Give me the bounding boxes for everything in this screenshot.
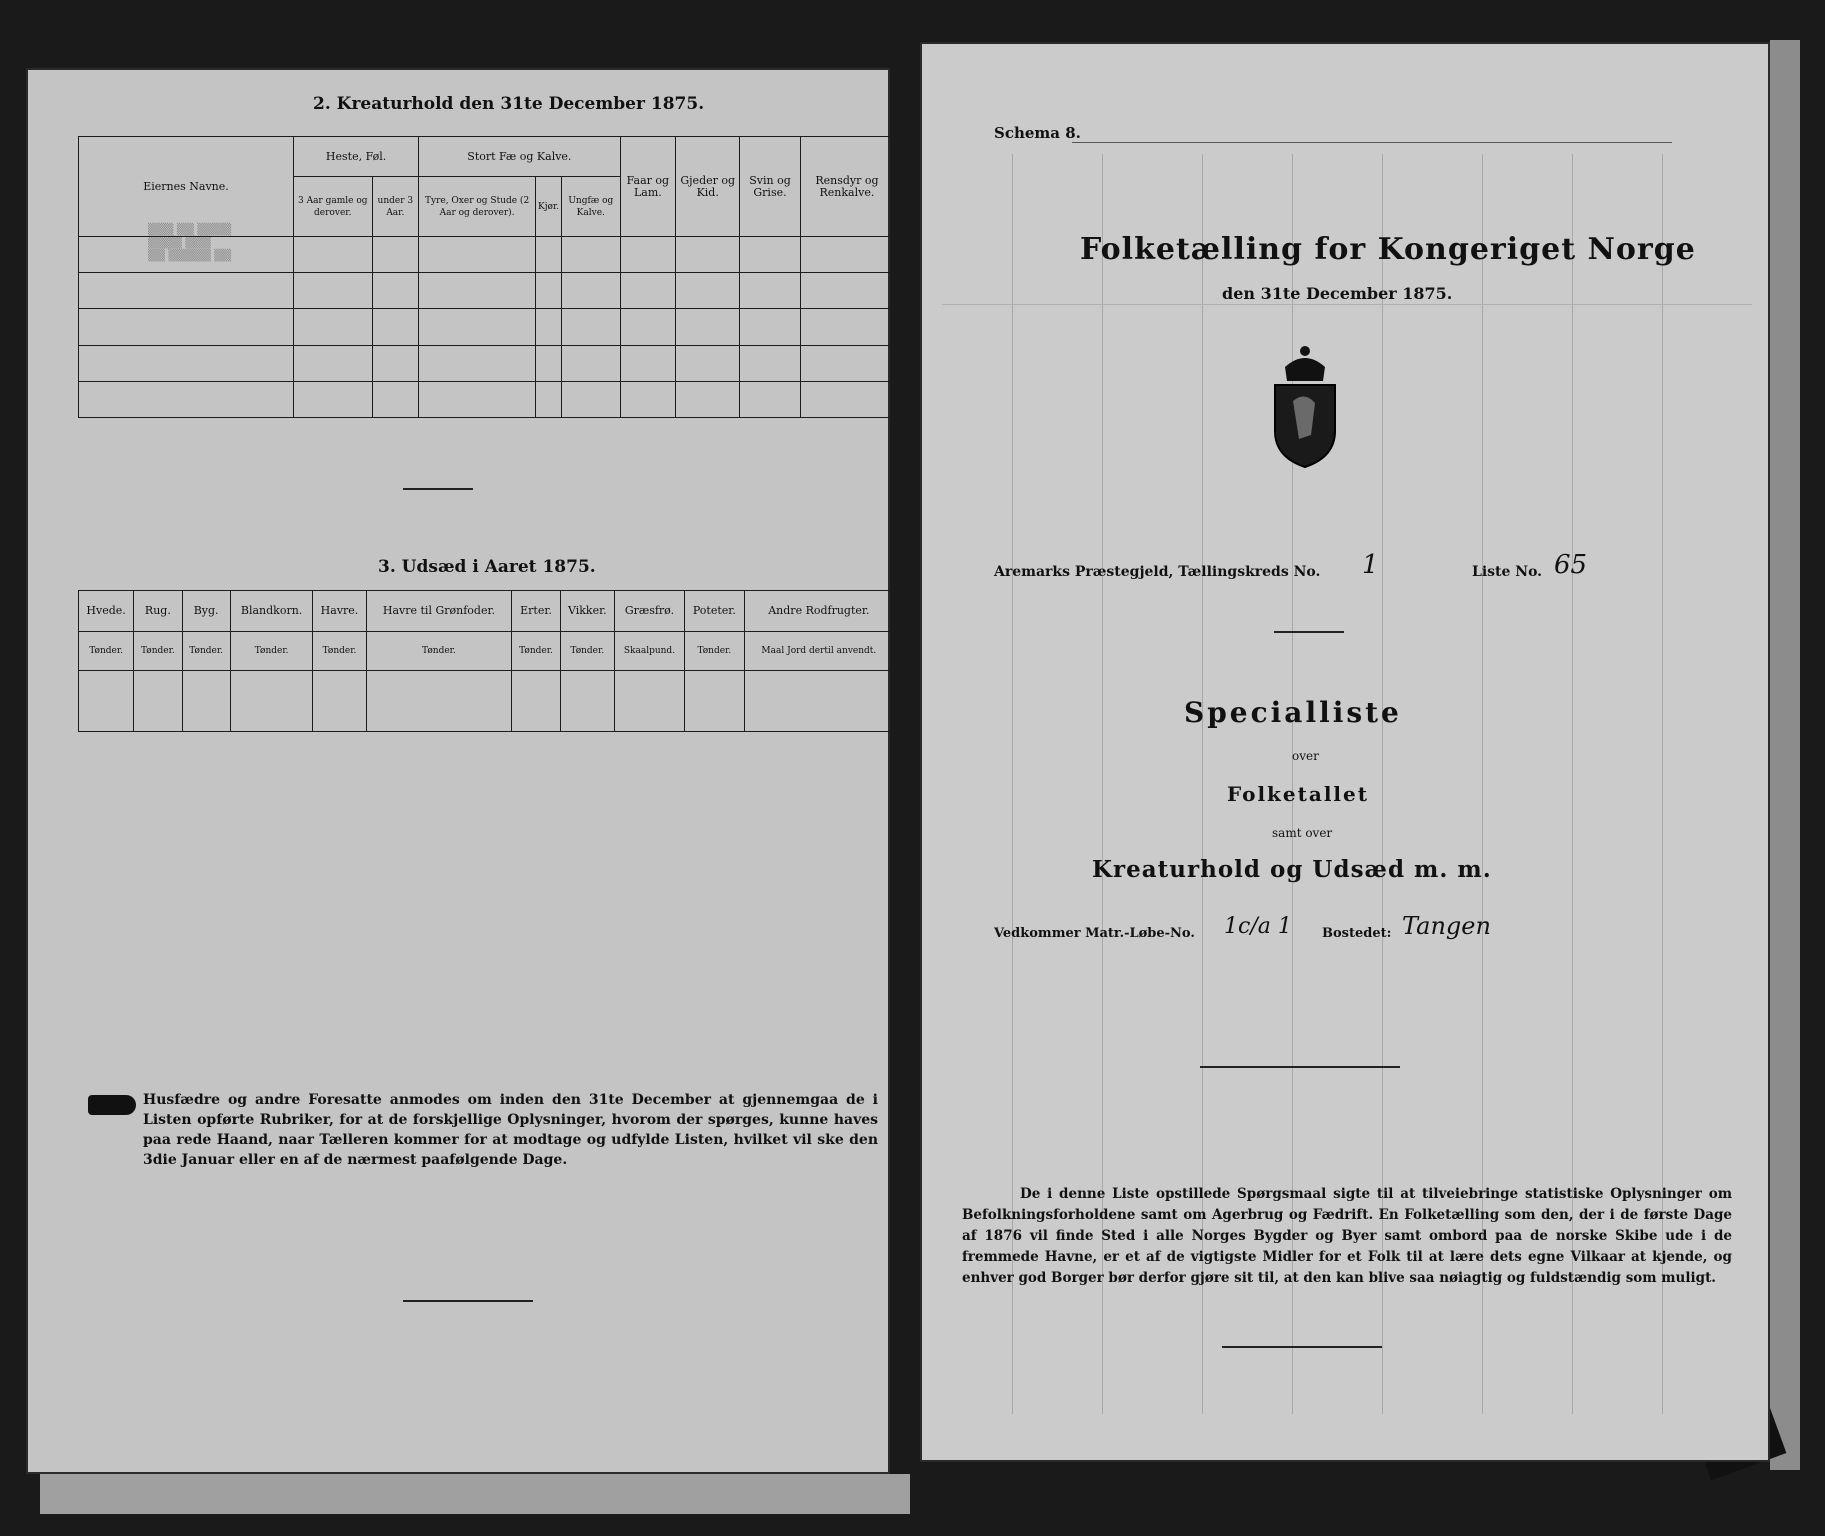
section2-title: 2. Kreaturhold den 31te December 1875. bbox=[313, 94, 705, 114]
table-row bbox=[79, 309, 894, 345]
over-label: over bbox=[1292, 749, 1319, 763]
table-row bbox=[79, 345, 894, 381]
table-row bbox=[79, 671, 894, 732]
notice-text: Husfædre og andre Foresatte anmodes om inden den 31te December at gjennemgaa de i Listen opførte Rubriker, for at de forskjellige Oplysninger, hvorom der spørges, kunne haves paa rede Haand, naar Tælleren kommer for at modtage og udfylde Listen, hvilket vil ske den 3die Januar eller en af de nærmest paafølgende Dage. bbox=[143, 1092, 878, 1168]
folketallet-title: Folketallet bbox=[1227, 782, 1369, 806]
sowing-col-unit: Tønder. bbox=[684, 632, 744, 671]
census-date: den 31te December 1875. bbox=[1222, 284, 1453, 303]
sowing-col-header: Andre Rodfrugter. bbox=[744, 591, 893, 632]
cattle-cow-header: Kjør. bbox=[535, 177, 561, 237]
coat-of-arms-icon bbox=[1265, 339, 1345, 469]
bosted-label: Bostedet: bbox=[1322, 926, 1392, 941]
sowing-col-header: Byg. bbox=[182, 591, 230, 632]
sowing-cell bbox=[684, 671, 744, 732]
sowing-col-unit: Tønder. bbox=[313, 632, 366, 671]
pig-header: Svin og Grise. bbox=[740, 137, 801, 237]
sowing-col-header: Havre. bbox=[313, 591, 366, 632]
sowing-col-header: Vikker. bbox=[560, 591, 614, 632]
horse-young-header: under 3 Aar. bbox=[372, 177, 419, 237]
sowing-col-header: Græsfrø. bbox=[614, 591, 684, 632]
reindeer-header: Rensdyr og Renkalve. bbox=[800, 137, 893, 237]
bleed-through-text: ▒▒▒ ▒▒ ▒▒▒▒ ▒▒▒▒ ▒▒▒ ▒▒ ▒▒▒▒▒ ▒▒ bbox=[148, 223, 232, 262]
pointing-hand-icon bbox=[88, 1095, 136, 1115]
liste-number: 65 bbox=[1554, 550, 1588, 580]
sowing-col-unit: Skaalpund. bbox=[614, 632, 684, 671]
goat-header: Gjeder og Kid. bbox=[676, 137, 740, 237]
owner-name-header: Eiernes Navne. bbox=[79, 137, 294, 237]
divider bbox=[403, 1300, 533, 1302]
sowing-cell bbox=[134, 671, 182, 732]
sowing-cell bbox=[313, 671, 366, 732]
specialliste-title: Specialliste bbox=[1184, 696, 1402, 729]
bosted-name: Tangen bbox=[1402, 912, 1491, 940]
sheep-header: Faar og Lam. bbox=[620, 137, 676, 237]
sowing-table bbox=[78, 590, 894, 732]
table-row bbox=[79, 273, 894, 309]
left-page bbox=[28, 70, 888, 1472]
kreds-number: 1 bbox=[1362, 550, 1379, 580]
sowing-cell bbox=[182, 671, 230, 732]
sowing-cell bbox=[614, 671, 684, 732]
cattle-calf-header: Ungfæ og Kalve. bbox=[562, 177, 620, 237]
sowing-col-unit: Maal Jord dertil anvendt. bbox=[744, 632, 893, 671]
sowing-col-unit: Tønder. bbox=[182, 632, 230, 671]
top-rule bbox=[1072, 142, 1672, 143]
liste-label: Liste No. bbox=[1472, 564, 1543, 580]
footer-text: De i denne Liste opstillede Spørgsmaal sigte til at tilveiebringe statistiske Oplysninger om Befolkningsforholdene samt om Agerbrug og Fædrift. En Folketælling som den, der i de første Dage af 1876 vil finde Sted i alle Norges Bygder og Byer samt ombord paa de norske Skibe ude i de fremmede Havne, er et af de vigtigste Midler for et Folk til at lære dets egne Vilkaar at kjende, og enhver god Borger bør derfor gjøre sit til, at den kan blive saa nøiagtig og fuldstændig som muligt. bbox=[962, 1186, 1732, 1286]
kreaturhold-title: Kreaturhold og Udsæd m. m. bbox=[1092, 856, 1492, 883]
cattle-bull-header: Tyre, Oxer og Stude (2 Aar og derover). bbox=[419, 177, 536, 237]
matr-label: Vedkommer Matr.-Løbe-No. bbox=[994, 926, 1195, 941]
horse-header: Heste, Føl. bbox=[294, 137, 419, 177]
divider bbox=[1222, 1346, 1382, 1348]
sowing-cell bbox=[560, 671, 614, 732]
schema-label: Schema 8. bbox=[994, 124, 1081, 142]
sowing-cell bbox=[744, 671, 893, 732]
table-row bbox=[79, 237, 894, 273]
sowing-col-unit: Tønder. bbox=[79, 632, 134, 671]
sowing-col-header: Blandkorn. bbox=[230, 591, 313, 632]
census-title: Folketælling for Kongeriget Norge bbox=[1080, 232, 1696, 267]
sowing-col-header: Rug. bbox=[134, 591, 182, 632]
matr-number: 1c/a 1 bbox=[1224, 914, 1292, 939]
right-page bbox=[922, 44, 1768, 1460]
divider bbox=[403, 488, 473, 490]
sowing-col-unit: Tønder. bbox=[560, 632, 614, 671]
divider bbox=[1200, 1066, 1400, 1068]
sowing-col-unit: Tønder. bbox=[230, 632, 313, 671]
cattle-header: Stort Fæ og Kalve. bbox=[419, 137, 620, 177]
parish-label: Aremarks Præstegjeld, Tællingskreds No. bbox=[994, 564, 1321, 580]
section3-title: 3. Udsæd i Aaret 1875. bbox=[378, 557, 596, 577]
sowing-col-unit: Tønder. bbox=[512, 632, 560, 671]
sowing-cell bbox=[79, 671, 134, 732]
sowing-cell bbox=[512, 671, 560, 732]
page-stack-edge-right bbox=[1770, 40, 1800, 1470]
sowing-col-header: Poteter. bbox=[684, 591, 744, 632]
divider bbox=[1274, 631, 1344, 633]
livestock-table bbox=[78, 136, 894, 418]
sowing-cell bbox=[366, 671, 512, 732]
horse-adult-header: 3 Aar gamle og derover. bbox=[294, 177, 373, 237]
sowing-col-unit: Tønder. bbox=[134, 632, 182, 671]
sowing-col-header: Erter. bbox=[512, 591, 560, 632]
table-row bbox=[79, 381, 894, 417]
samt-over-label: samt over bbox=[1272, 826, 1333, 840]
grid-line bbox=[942, 304, 1752, 305]
sowing-col-header: Hvede. bbox=[79, 591, 134, 632]
sowing-col-unit: Tønder. bbox=[366, 632, 512, 671]
sowing-col-header: Havre til Grønfoder. bbox=[366, 591, 512, 632]
sowing-cell bbox=[230, 671, 313, 732]
